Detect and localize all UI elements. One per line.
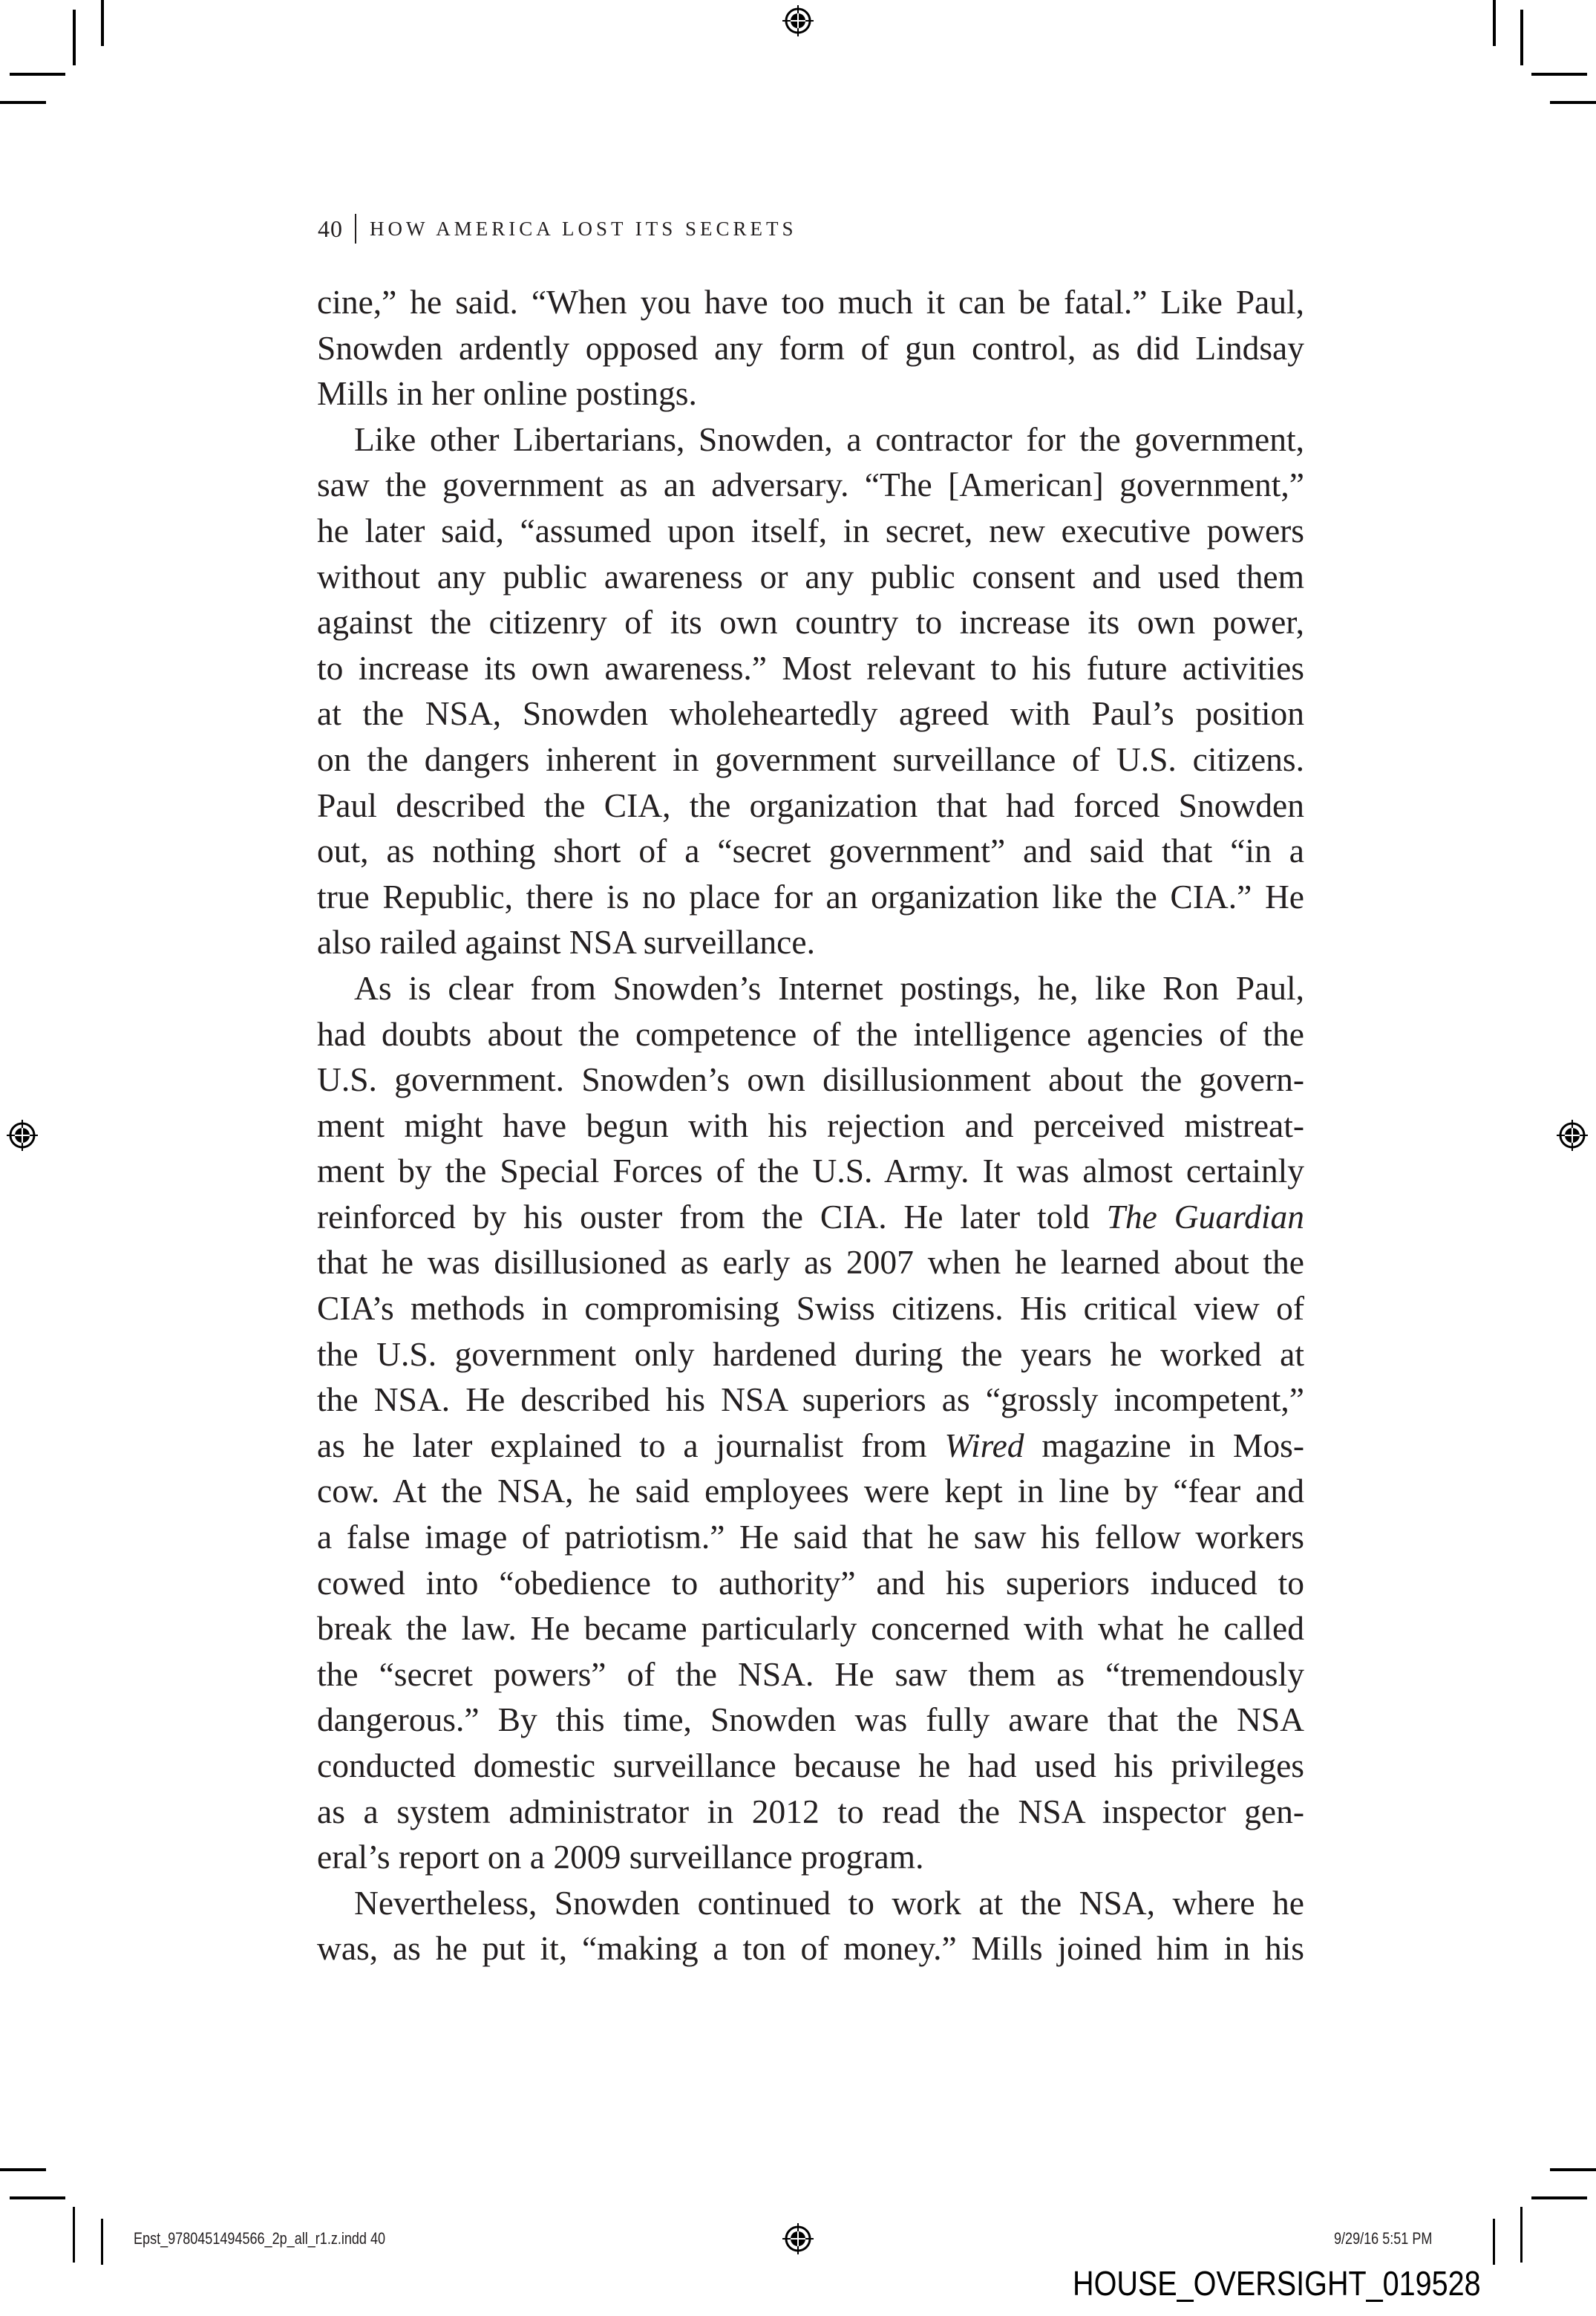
crop-mark-bottom-left-v1 [73,2207,75,2263]
text-line: had doubts about the competence of the intelligence agencies of the [317,1014,1304,1053]
text-line: break the law. He became particularly concerned with what he called [317,1609,1304,1648]
crop-mark-bottom-right-h1 [1550,2168,1596,2171]
text-line: on the dangers inherent in government surveillance of U.S. citizens. [317,740,1304,778]
crop-mark-top-left-v1 [101,0,104,46]
text-line: saw the government as an adversary. “The [American] government,” [317,466,1304,504]
crop-mark-bottom-left-h2 [10,2196,65,2199]
text-line: at the NSA, Snowden wholeheartedly agreed with Paul’s position [317,694,1304,733]
crop-mark-bottom-left-v2 [101,2219,103,2265]
text-line: dangerous.” By this time, Snowden was fully aware that the NSA [317,1700,1304,1739]
text-line: the “secret powers” of the NSA. He saw them as “tremendously [317,1654,1304,1693]
text-run: reinforced by his ouster from the CIA. He later told [317,1197,1107,1236]
crop-mark-top-left-h2 [0,101,46,104]
text-line: also railed against NSA surveillance. [317,923,815,962]
publication-title-italic: Wired [944,1426,1024,1464]
registration-mark-bottom-icon [782,2222,814,2255]
crop-mark-top-left-h1 [10,73,65,76]
text-line: as a system administrator in 2012 to read the NSA inspector gen- [317,1792,1304,1830]
registration-mark-left-icon [6,1119,39,1152]
text-line: cowed into “obedience to authority” and his superiors induced to [317,1563,1304,1602]
text-line: true Republic, there is no place for an organization like the CIA.” He [317,877,1304,916]
text-line: eral’s report on a 2009 surveillance program. [317,1838,924,1876]
text-run: magazine in Mos- [1024,1426,1304,1464]
body-text [317,279,1304,1971]
text-line: the NSA. He described his NSA superiors as “grossly incompetent,” [317,1380,1304,1419]
text-line: U.S. government. Snowden’s own disillusionment about the govern- [317,1060,1304,1099]
crop-mark-top-right-v1 [1493,0,1496,46]
registration-mark-right-icon [1556,1119,1589,1152]
text-line: Like other Libertarians, Snowden, a contractor for the government, [354,420,1304,458]
slug-file-name: Epst_9780451494566_2p_all_r1.z.indd 40 [134,2229,386,2248]
text-line: Snowden ardently opposed any form of gun control, as did Lindsay [317,328,1304,367]
text-line: cow. At the NSA, he said employees were kept in line by “fear and [317,1472,1304,1510]
crop-mark-top-right-h2 [1550,101,1596,104]
crop-mark-top-right-v2 [1520,10,1523,65]
text-line [317,1194,1304,1240]
text-line: Paul described the CIA, the organization that had forced Snowden [317,786,1304,824]
text-line: cine,” he said. “When you have too much it can be fatal.” Like Paul, [317,283,1304,321]
publication-title-italic: The Guardian [1106,1197,1304,1236]
registration-mark-top-icon [782,4,814,37]
text-line: Mills in her online postings. [317,374,697,413]
text-line: out, as nothing short of a “secret government” and said that “in a [317,832,1304,870]
text-line: ment might have begun with his rejection and perceived mistreat- [317,1106,1304,1144]
crop-mark-bottom-right-h2 [1531,2196,1587,2199]
slug-datetime: 9/29/16 5:51 PM [1334,2229,1433,2248]
text-line: a false image of patriotism.” He said that he saw his fellow workers [317,1518,1304,1556]
text-line: As is clear from Snowden’s Internet postings, he, like Ron Paul, [354,968,1304,1007]
bates-number: HOUSE_OVERSIGHT_019528 [1073,2264,1481,2303]
running-head-divider [355,214,356,244]
text-line: against the citizenry of its own country to increase its own power, [317,603,1304,642]
text-line: conducted domestic surveillance because he had used his privileges [317,1746,1304,1784]
text-line: he later said, “assumed upon itself, in secret, new executive powers [317,511,1304,549]
text-line: was, as he put it, “making a ton of money.” Mills joined him in his [317,1929,1304,1968]
text-line: Nevertheless, Snowden continued to work at the NSA, where he [354,1883,1304,1922]
text-line: CIA’s methods in compromising Swiss citizens. His critical view of [317,1289,1304,1328]
text-line: without any public awareness or any public consent and used them [317,557,1304,596]
crop-mark-top-left-v2 [73,10,76,65]
crop-mark-bottom-right-v2 [1493,2219,1495,2265]
crop-mark-bottom-right-v1 [1520,2207,1523,2263]
text-line [317,1423,1304,1469]
text-line: ment by the Special Forces of the U.S. Army. It was almost certainly [317,1152,1304,1190]
page-number: 40 [318,215,343,242]
text-line: the U.S. government only hardened during the years he worked at [317,1334,1304,1373]
text-run: as he later explained to a journalist from [317,1426,945,1464]
crop-mark-top-right-h1 [1531,73,1587,76]
crop-mark-bottom-left-h1 [0,2168,46,2171]
running-head [318,214,797,244]
text-line: to increase its own awareness.” Most relevant to his future activities [317,648,1304,687]
book-title: HOW AMERICA LOST ITS SECRETS [370,217,797,240]
text-line: that he was disillusioned as early as 2007 when he learned about the [317,1243,1304,1282]
